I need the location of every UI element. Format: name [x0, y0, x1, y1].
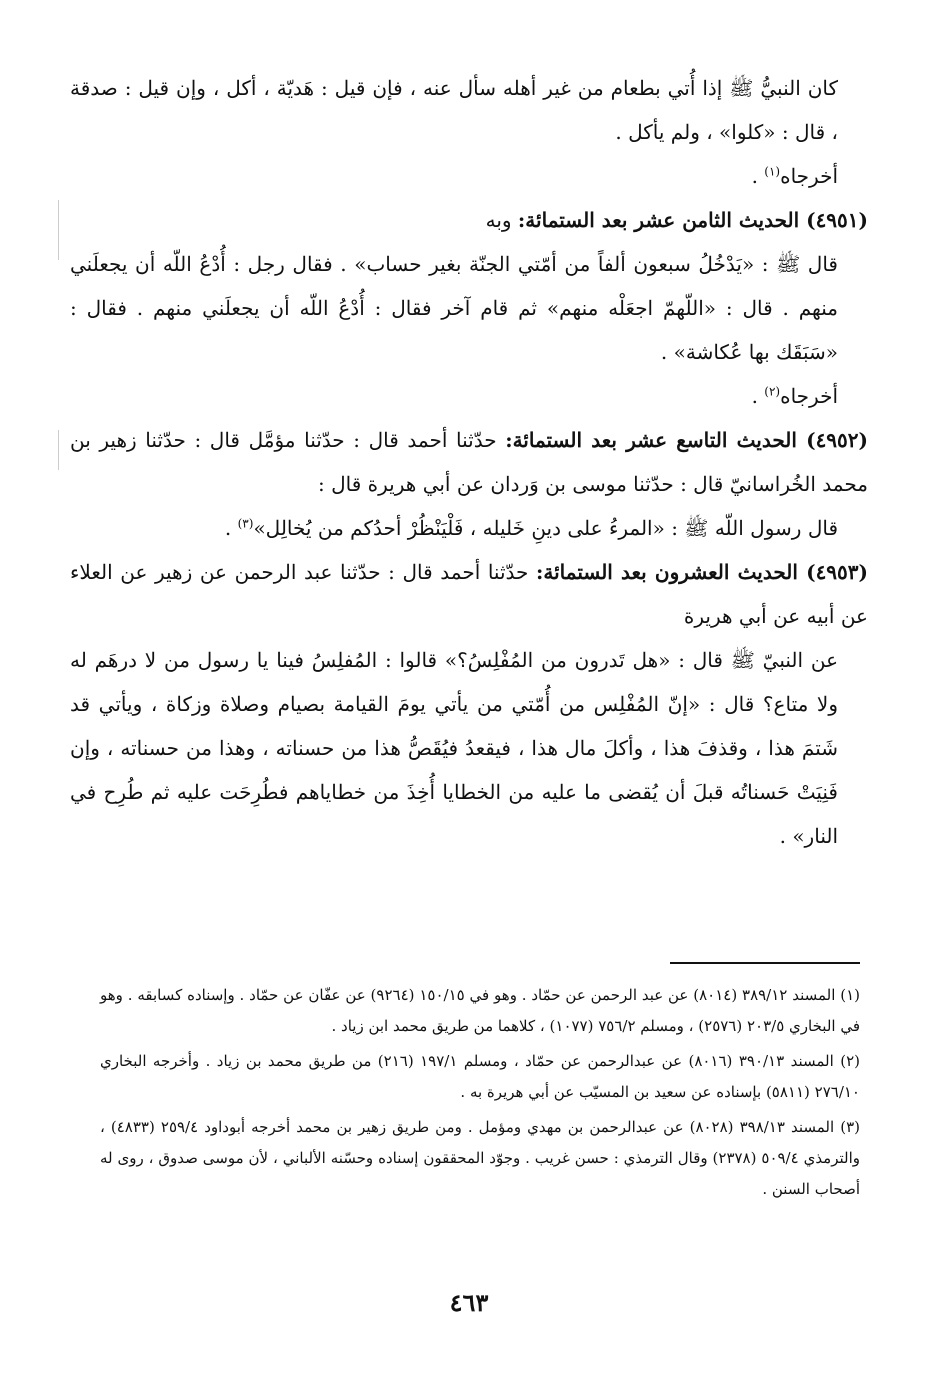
footnote-separator: [670, 962, 860, 964]
hadith-number-title: (٤٩٥١) الحديث الثامن عشر بعد الستمائة:: [517, 208, 868, 232]
footnote-marker: (٢): [764, 384, 781, 399]
hadith-heading: [70, 550, 868, 638]
main-text: [70, 66, 868, 858]
paragraph: كان النبيُّ ﷺ إذا أُتي بطعام من غير أهله سأل عنه ، فإن قيل : هَديّة ، أكل ، وإن قيل : صدقة ، قال : «كلوا» ، ولم يأكل .: [70, 76, 838, 144]
paragraph: قال ﷺ : «يَدْخُلُ سبعون ألفاً من أمّتي الجنّة بغير حساب» . فقال رجل : أُدْعُ اللّه أن يجعلَني منهم . قال : «اللّهمّ اجعَلْه منهم» ثم قام آخر فقال : أُدْعُ اللّه أن يجعلَني منهم . فقال : «سَبَقَك بها عُكاشة» .: [70, 252, 838, 364]
margin-line: [58, 200, 59, 260]
hadith-text: قال رسول اللّه ﷺ : «المرءُ على دينِ خَليله ، فَلْيَنْظُرْ أحدُكم من يُخالِل»: [253, 516, 838, 540]
hadith-heading: [70, 198, 868, 242]
footnote: (٣) المسند ٣٩٨/١٣ (٨٠٢٨) عن عبدالرحمن بن مهدي ومؤمل . ومن طريق زهير بن محمد أخرجه أبوداود ٢٥٩/٤ (٤٨٣٣) ، والترمذي ٥٠٩/٤ (٢٣٧٨) وقال الترمذي : حسن غريب . وجوّد المحققون إسناده وحسّنه الألباني ، لأن موسى صدوق ، روى له أصحاب السنن .: [100, 1118, 861, 1198]
hadith-number-title: (٤٩٥٣) الحديث العشرون بعد الستمائة:: [535, 560, 868, 584]
hadith-isnad: وبه: [485, 208, 518, 232]
paragraph: عن النبيّ ﷺ قال : «هل تَدرون من المُفْلِسُ؟» قالوا : المُفلِسُ فينا يا رسول من لا درهَم له ولا متاع؟ قال : «إنّ المُفْلِس من أُمّتي من يأتي يومَ القيامة بصيام وصلاة وزكاة ، ويأتي قد شَتمَ هذا ، وقذفَ هذا ، وأكلَ مال هذا ، فيقعدُ فيُقَصُّ هذا من حسناته ، وهذا من حسناته ، وإن فَنِيَتْ حَسناتُه قبلَ أن يُقضى ما عليه من الخطايا أُخِذَ من خطاياهم فطُرِحَت عليه ثم طُرِح في النار» .: [70, 648, 838, 848]
footnote: (٢) المسند ٣٩٠/١٣ (٨٠١٦) عن عبدالرحمن عن حمّاد ، ومسلم ١٩٧/١ (٢١٦) من طريق محمد بن زياد . وأخرجه البخاري ٢٧٦/١٠ (٥٨١١) بإسناده عن سعيد بن المسيّب عن أبي هريرة به .: [100, 1052, 860, 1101]
hadith-heading: [70, 418, 868, 506]
footnote: (١) المسند ٣٨٩/١٢ (٨٠١٤) عن عبد الرحمن عن حمّاد . وهو في ١٥٠/١٥ (٩٢٦٤) عن عفّان عن حمّاد . وإسناده كسابقه . وهو في البخاري ٢٠٣/٥ (٢٥٧٦) ، ومسلم ٧٥٦/٢ (١٠٧٧) ، كلاهما من طريق محمد ابن زياد .: [100, 986, 860, 1035]
footnotes: [100, 980, 860, 1209]
hadith-isnad: حدّثنا أحمد قال : حدّثنا عبد الرحمن عن زهير عن العلاء عن أبيه عن أبي هريرة: [70, 560, 868, 628]
reference-line: أخرجاه$^{(٢)}$ .: [751, 384, 838, 408]
hadith-number-title: (٤٩٥٢) الحديث التاسع عشر بعد الستمائة:: [505, 428, 868, 452]
reference-line: أخرجاه$^{(١)}$ .: [751, 164, 838, 188]
reference-text: أخرجاه: [780, 164, 838, 188]
margin-line: [58, 430, 59, 470]
footnote-marker: (٣): [237, 516, 254, 531]
reference-text: أخرجاه: [780, 384, 838, 408]
hadith-isnad: حدّثنا أحمد قال : حدّثنا مؤمَّل قال : حدّثنا زهير بن محمد الخُراسانيّ قال : حدّثنا موسى بن وَردان عن أبي هريرة قال :: [70, 428, 868, 496]
paragraph: قال رسول اللّه ﷺ : «المرءُ على دينِ خَليله ، فَلْيَنْظُرْ أحدُكم من يُخالِل»$^{(٣)}$ .: [224, 516, 838, 540]
footnote-marker: (١): [764, 164, 781, 179]
page-number: ٤٦٣: [449, 1288, 489, 1317]
